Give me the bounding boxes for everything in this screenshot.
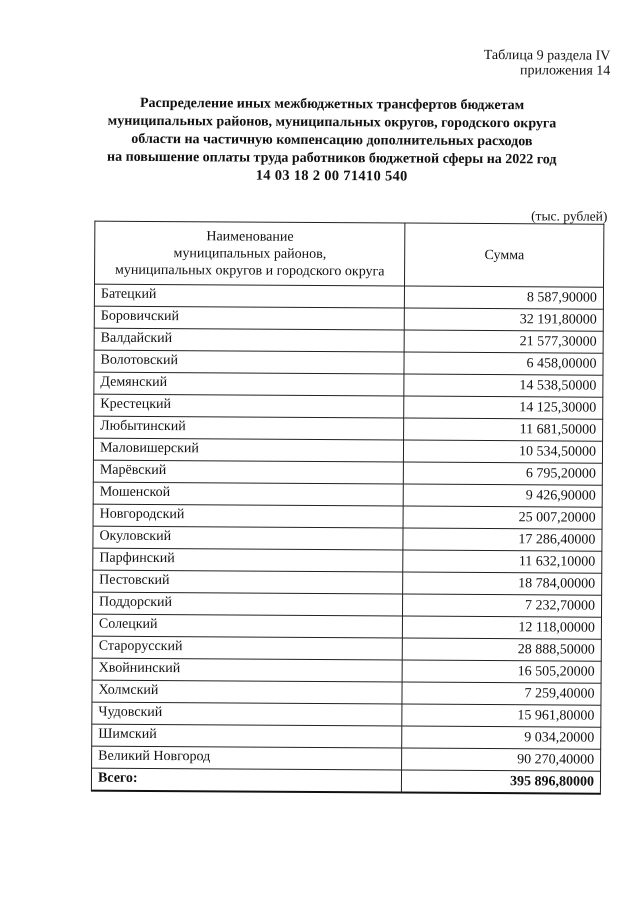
municipality-name: Хвойнинский xyxy=(92,658,403,682)
municipality-name: Парфинский xyxy=(93,548,404,572)
header-line: муниципальных районов, xyxy=(173,245,327,262)
municipality-name: Крестецкий xyxy=(94,394,405,418)
municipality-name: Пестовский xyxy=(93,570,404,594)
table-row xyxy=(93,526,602,551)
table-row xyxy=(92,636,601,661)
municipality-name: Демянский xyxy=(94,372,405,396)
transfer-sum: 21 577,30000 xyxy=(404,330,603,353)
table-row xyxy=(94,416,603,441)
table-row xyxy=(93,548,602,573)
table-row xyxy=(93,460,602,485)
municipality-name: Маловишерский xyxy=(93,438,404,462)
municipality-name: Мошенской xyxy=(93,482,404,506)
header-line: муниципальных округов и городского округа xyxy=(115,262,385,279)
transfer-sum: 6 458,00000 xyxy=(404,352,603,375)
total-sum: 395 896,80000 xyxy=(402,770,601,794)
document-title xyxy=(62,94,602,169)
table-row xyxy=(94,350,603,375)
municipality-name: Боровичский xyxy=(94,306,405,330)
transfer-sum: 25 007,20000 xyxy=(403,506,602,529)
transfer-sum: 10 534,50000 xyxy=(404,440,603,463)
column-header-name xyxy=(95,221,406,286)
appendix-reference-line: приложения 14 xyxy=(520,63,611,79)
table-row xyxy=(94,284,603,309)
municipality-name: Холмский xyxy=(92,680,403,704)
municipality-name: Окуловский xyxy=(93,526,404,550)
municipality-name: Солецкий xyxy=(92,614,403,638)
transfer-sum: 12 118,00000 xyxy=(403,616,602,639)
total-label: Всего: xyxy=(91,768,402,792)
budget-classification-code: 14 03 18 2 00 71410 540 xyxy=(255,167,408,185)
municipality-name: Великий Новгород xyxy=(92,746,403,770)
municipality-name: Старорусский xyxy=(92,636,403,660)
table-reference-note xyxy=(484,48,611,79)
transfer-sum: 28 888,50000 xyxy=(403,638,602,661)
municipality-name: Марёвский xyxy=(93,460,404,484)
title-line: на повышение оплаты труда работников бюджетной сферы на 2022 год xyxy=(107,149,557,168)
table-row xyxy=(94,372,603,397)
transfer-sum: 11 632,10000 xyxy=(403,550,602,573)
table-row xyxy=(92,658,601,683)
table-row xyxy=(93,570,602,595)
transfer-sum: 7 259,40000 xyxy=(402,682,601,705)
header-line: Наименование xyxy=(206,228,294,245)
municipality-name: Батецкий xyxy=(94,284,405,308)
municipality-name: Валдайский xyxy=(94,328,405,352)
transfer-sum: 8 587,90000 xyxy=(405,286,604,309)
table-row xyxy=(92,680,601,705)
municipality-name: Волотовский xyxy=(94,350,405,374)
table-row xyxy=(94,394,603,419)
units-label: (тыс. рублей) xyxy=(531,208,608,224)
transfer-sum: 6 795,20000 xyxy=(404,462,603,485)
table-reference-line: Таблица 9 раздела IV xyxy=(483,47,611,64)
transfer-sum: 15 961,80000 xyxy=(402,704,601,727)
transfer-sum: 90 270,40000 xyxy=(402,748,601,771)
transfer-sum: 9 034,20000 xyxy=(402,726,601,749)
transfer-sum: 18 784,00000 xyxy=(403,572,602,595)
table-row xyxy=(92,702,601,727)
column-header-sum: Сумма xyxy=(405,223,604,287)
transfer-sum: 7 232,70000 xyxy=(403,594,602,617)
table-row xyxy=(93,438,602,463)
municipality-name: Шимский xyxy=(92,724,403,748)
table-row xyxy=(92,592,601,617)
municipality-name: Поддорский xyxy=(92,592,403,616)
title-line: Распределение иных межбюджетных трансфертов бюджетам xyxy=(139,95,525,114)
table-row xyxy=(92,724,601,749)
transfer-sum: 17 286,40000 xyxy=(403,528,602,551)
title-line: муниципальных районов, муниципальных округов, городского округа xyxy=(107,113,557,132)
title-line: области на частичную компенсацию дополнительных расходов xyxy=(131,131,533,150)
table-header-row xyxy=(95,221,604,287)
transfer-sum: 14 538,50000 xyxy=(404,374,603,397)
table-row xyxy=(92,746,601,771)
transfer-sum: 16 505,20000 xyxy=(402,660,601,683)
transfers-table xyxy=(91,221,604,795)
transfer-sum: 9 426,90000 xyxy=(404,484,603,507)
table-total-row xyxy=(91,768,600,794)
transfer-sum: 14 125,30000 xyxy=(404,396,603,419)
transfer-sum: 11 681,50000 xyxy=(404,418,603,441)
transfer-sum: 32 191,80000 xyxy=(405,308,604,331)
table-row xyxy=(93,482,602,507)
table-row xyxy=(92,614,601,639)
table-row xyxy=(93,504,602,529)
municipality-name: Чудовский xyxy=(92,702,403,726)
table-row xyxy=(94,306,603,331)
table-row xyxy=(94,328,603,353)
municipality-name: Новгородский xyxy=(93,504,404,528)
municipality-name: Любытинский xyxy=(94,416,405,440)
